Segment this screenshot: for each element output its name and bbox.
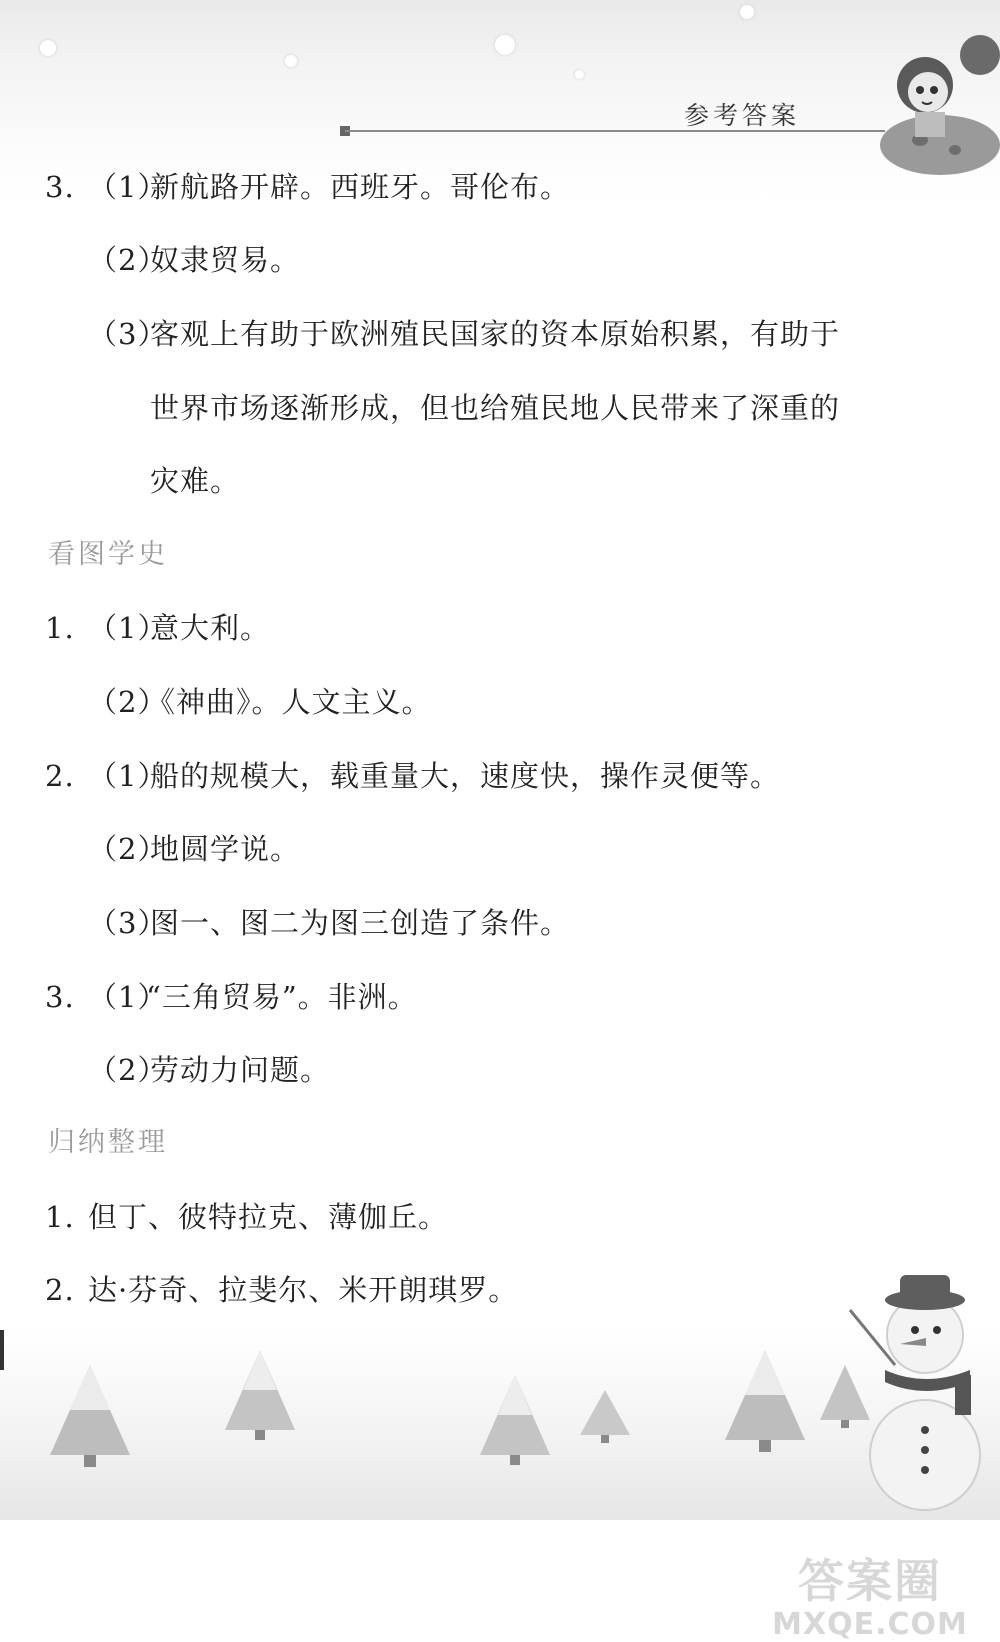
snowflake-decoration	[575, 70, 584, 79]
question-number: 2.	[45, 1273, 75, 1307]
snowy-tree-decoration	[40, 1360, 140, 1470]
answer-line	[45, 754, 780, 795]
snowy-tree-decoration	[215, 1345, 305, 1445]
answer-text: 新航路开辟。西班牙。哥伦布。	[150, 170, 571, 204]
sub-number: （1）	[88, 759, 168, 793]
snowy-tree-decoration	[715, 1345, 815, 1455]
snowflake-decoration	[40, 40, 56, 56]
answer-text: 船的规模大，载重量大，速度快，操作灵便等。	[150, 759, 781, 793]
answer-text: 但丁、彼特拉克、薄伽丘。	[88, 1200, 449, 1234]
snowflake-decoration	[285, 55, 297, 67]
answer-text: “三角贸易”。非洲。	[146, 980, 418, 1014]
sub-number: （1）	[88, 170, 168, 204]
sub-number: （1）	[88, 980, 168, 1014]
answer-line	[88, 827, 300, 868]
cartoon-character-decoration	[870, 20, 1000, 180]
answer-line	[45, 606, 270, 647]
answer-line-continued	[150, 459, 240, 500]
sub-number: （3）	[88, 906, 168, 940]
question-number: 1.	[45, 1200, 75, 1234]
sub-number: （2）	[88, 832, 168, 866]
section-heading: 看图学史	[48, 539, 168, 570]
answer-line	[45, 165, 570, 206]
sub-number: （2）	[88, 1053, 168, 1087]
answer-text: 客观上有助于欧洲殖民国家的资本原始积累，有助于	[150, 317, 841, 351]
answer-text: 世界市场逐渐形成，但也给殖民地人民带来了深重的	[150, 391, 841, 425]
snowy-tree-decoration	[470, 1370, 560, 1470]
answer-line	[88, 901, 570, 942]
watermark-url: MXQE.COM	[772, 1607, 968, 1642]
answer-text: 地圆学说。	[150, 832, 301, 866]
answer-text: 灾难。	[150, 464, 241, 498]
header-title: 参考答案	[683, 101, 800, 130]
snowflake-decoration	[740, 5, 754, 19]
answer-text: 图一、图二为图三创造了条件。	[150, 906, 571, 940]
question-number: 3.	[45, 980, 75, 1014]
snowman-decoration	[840, 1270, 1000, 1520]
header-rule	[345, 130, 885, 132]
answer-text: 意大利。	[150, 611, 271, 645]
watermark-logo-text: 答案圈	[798, 1554, 942, 1608]
site-watermark	[760, 1545, 980, 1642]
answer-line-continued	[150, 386, 840, 427]
snowflake-decoration	[495, 35, 515, 55]
question-number: 2.	[45, 759, 75, 793]
snowy-tree-decoration	[575, 1385, 635, 1445]
answer-line	[88, 680, 432, 721]
sub-number: （1）	[88, 611, 168, 645]
page-edge-mark	[0, 1330, 4, 1370]
answer-text: 《神曲》。人文主义。	[146, 685, 432, 719]
answer-line	[45, 975, 418, 1016]
section-heading: 归纳整理	[48, 1127, 168, 1158]
answer-text: 劳动力问题。	[150, 1053, 331, 1087]
answer-line	[45, 1195, 448, 1236]
answer-line	[88, 312, 840, 353]
answer-line	[45, 1268, 518, 1309]
answer-text: 奴隶贸易。	[150, 243, 301, 277]
sub-number: （2）	[88, 685, 168, 719]
question-number: 3.	[45, 170, 75, 204]
answer-line	[88, 1048, 330, 1089]
answer-text: 达·芬奇、拉斐尔、米开朗琪罗。	[88, 1273, 519, 1307]
sub-number: （2）	[88, 243, 168, 277]
answer-line	[88, 238, 300, 279]
question-number: 1.	[45, 611, 75, 645]
sub-number: （3）	[88, 317, 168, 351]
